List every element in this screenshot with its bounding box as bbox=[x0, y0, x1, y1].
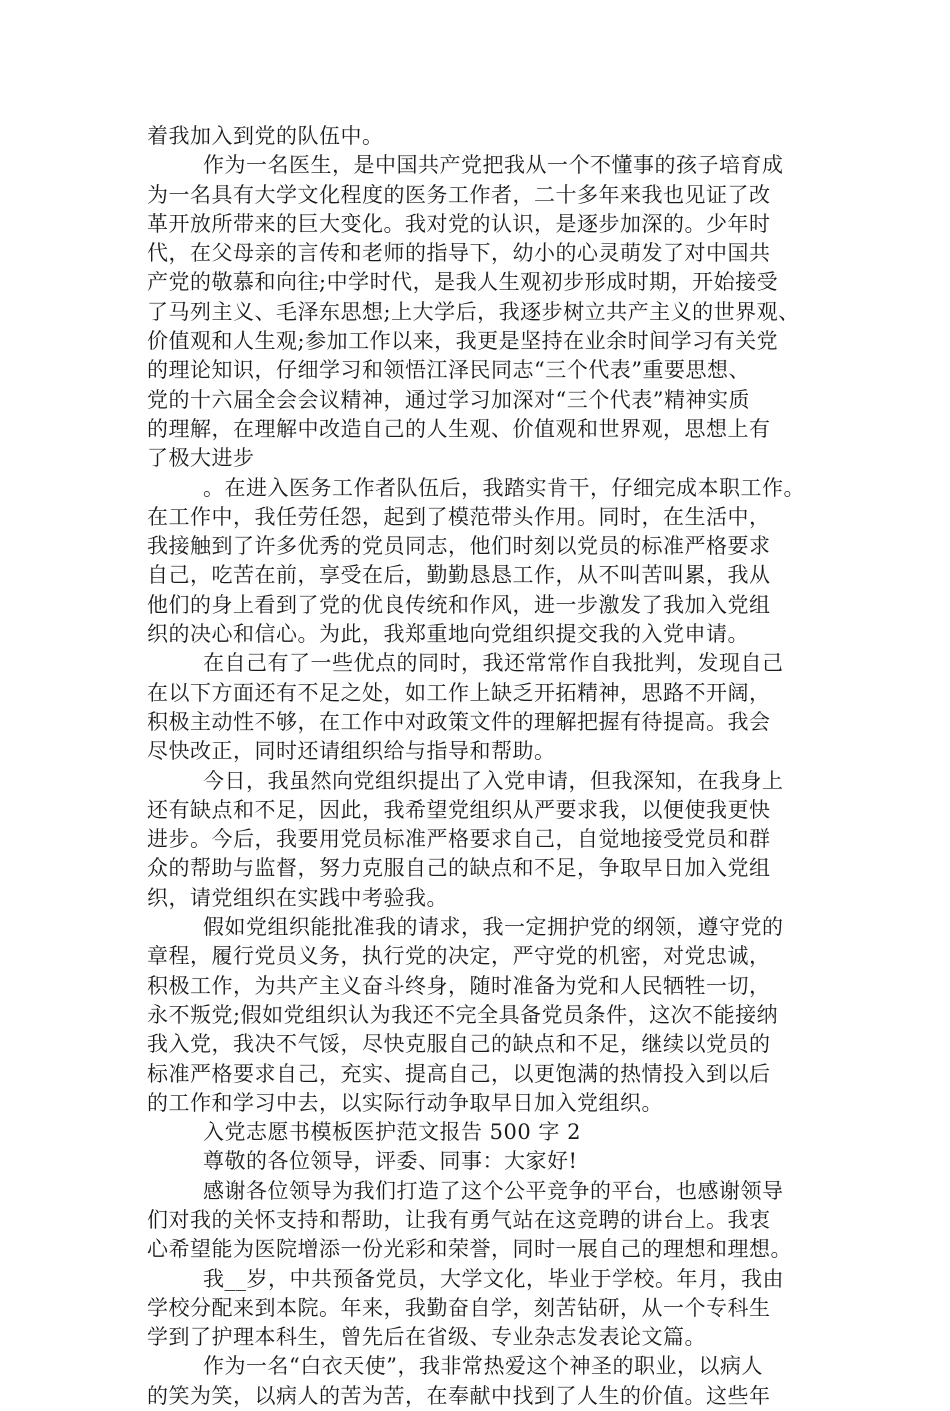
text-line: 今日，我虽然向党组织提出了入党申请，但我深知，在我身上 bbox=[203, 768, 784, 793]
text-line: 还有缺点和不足，因此，我希望党组织从严要求我，以便使我更快 bbox=[147, 797, 771, 822]
text-line: 的笑为笑，以病人的苦为苦，在奉献中找到了人生的价值。这些年 bbox=[147, 1383, 771, 1408]
text-line: 的理论知识，仔细学习和领悟江泽民同志“三个代表”重要思想、 bbox=[147, 358, 750, 383]
text-line: 假如党组织能批准我的请求，我一定拥护党的纲领，遵守党的 bbox=[203, 915, 784, 940]
salutation: 尊敬的各位领导，评委、同事：大家好! bbox=[203, 1149, 578, 1174]
text-line: 尽快改正，同时还请组织给与指导和帮助。 bbox=[147, 739, 556, 764]
text-line: 革开放所带来的巨大变化。我对党的认识，是逐步加深的。少年时 bbox=[147, 211, 771, 236]
text-line: 众的帮助与监督，努力克服自己的缺点和不足，争取早日加入党组 bbox=[147, 856, 771, 881]
text-line: 的工作和学习中去，以实际行动争取早日加入党组织。 bbox=[147, 1090, 663, 1115]
text-line: 。在进入医务工作者队伍后，我踏实肯干，仔细完成本职工作。 bbox=[203, 475, 805, 500]
text-line: 他们的身上看到了党的优良传统和作风，进一步激发了我加入党组 bbox=[147, 592, 771, 617]
text-line: 章程，履行党员义务，执行党的决定，严守党的机密，对党忠诚， bbox=[147, 944, 771, 969]
text-line: 作为一名医生，是中国共产党把我从一个不懂事的孩子培育成 bbox=[203, 153, 784, 178]
text-line: 学校分配来到本院。年来，我勤奋自学，刻苦钻研，从一个专科生 bbox=[147, 1295, 771, 1320]
text-line: 党的十六届全会会议精神，通过学习加深对“三个代表”精神实质 bbox=[147, 387, 750, 412]
text-line: 我入党，我决不气馁，尽快克服自己的缺点和不足，继续以党员的 bbox=[147, 1032, 771, 1057]
text-line: 标准严格要求自己，充实、提高自己，以更饱满的热情投入到以后 bbox=[147, 1061, 771, 1086]
text-line: 了极大进步 bbox=[147, 446, 255, 471]
text-line: 的理解，在理解中改造自己的人生观、价值观和世界观，思想上有 bbox=[147, 416, 771, 441]
text-line: 织的决心和信心。为此，我郑重地向党组织提交我的入党申请。 bbox=[147, 622, 749, 647]
text-line: 在自己有了一些优点的同时，我还常常作自我批判，发现自己 bbox=[203, 651, 784, 676]
text-line: 在工作中，我任劳任怨，起到了模范带头作用。同时，在生活中， bbox=[147, 504, 771, 529]
text-line: 进步。今后，我要用党员标准严格要求自己，自觉地接受党员和群 bbox=[147, 827, 771, 852]
text-line: 积极主动性不够，在工作中对政策文件的理解把握有待提高。我会 bbox=[147, 709, 771, 734]
text-line: 代，在父母亲的言传和老师的指导下，幼小的心灵萌发了对中国共 bbox=[147, 241, 771, 266]
text-line: 作为一名“白衣天使”，我非常热爱这个神圣的职业，以病人 bbox=[203, 1354, 763, 1379]
text-line: 心希望能为医院增添一份光彩和荣誉，同时一展自己的理想和理想。 bbox=[147, 1237, 792, 1262]
text-line: 感谢各位领导为我们打造了这个公平竞争的平台，也感谢领导 bbox=[203, 1178, 784, 1203]
text-line: 学到了护理本科生，曾先后在省级、专业杂志发表论文篇。 bbox=[147, 1325, 706, 1350]
text-line: 我__岁，中共预备党员，大学文化，毕业于学校。年月，我由 bbox=[203, 1266, 784, 1291]
text-line: 织，请党组织在实践中考验我。 bbox=[147, 885, 448, 910]
text-line: 在以下方面还有不足之处，如工作上缺乏开拓精神，思路不开阔， bbox=[147, 680, 771, 705]
text-line: 着我加入到党的队伍中。 bbox=[147, 124, 384, 148]
text-line: 为一名具有大学文化程度的医务工作者，二十多年来我也见证了改 bbox=[147, 182, 771, 207]
document-body bbox=[147, 122, 811, 1411]
text-line: 我接触到了许多优秀的党员同志，他们时刻以党员的标准严格要求 bbox=[147, 534, 771, 559]
text-line: 们对我的关怀支持和帮助，让我有勇气站在这竞聘的讲台上。我衷 bbox=[147, 1207, 771, 1232]
text-line: 了马列主义、毛泽东思想;上大学后，我逐步树立共产主义的世界观、 bbox=[147, 299, 800, 324]
text-line: 永不叛党;假如党组织认为我还不完全具备党员条件，这次不能接纳 bbox=[147, 1002, 779, 1027]
text-line: 自己，吃苦在前，享受在后，勤勤恳恳工作，从不叫苦叫累，我从 bbox=[147, 563, 771, 588]
text-line: 价值观和人生观;参加工作以来，我更是坚持在业余时间学习有关党 bbox=[147, 329, 779, 354]
text-line: 积极工作，为共产主义奋斗终身，随时准备为党和人民牺牲一切， bbox=[147, 973, 771, 998]
text-line: 产党的敬慕和向往;中学时代，是我人生观初步形成时期，开始接受 bbox=[147, 270, 779, 295]
section-heading: 入党志愿书模板医护范文报告 500 字 2 bbox=[203, 1120, 581, 1145]
